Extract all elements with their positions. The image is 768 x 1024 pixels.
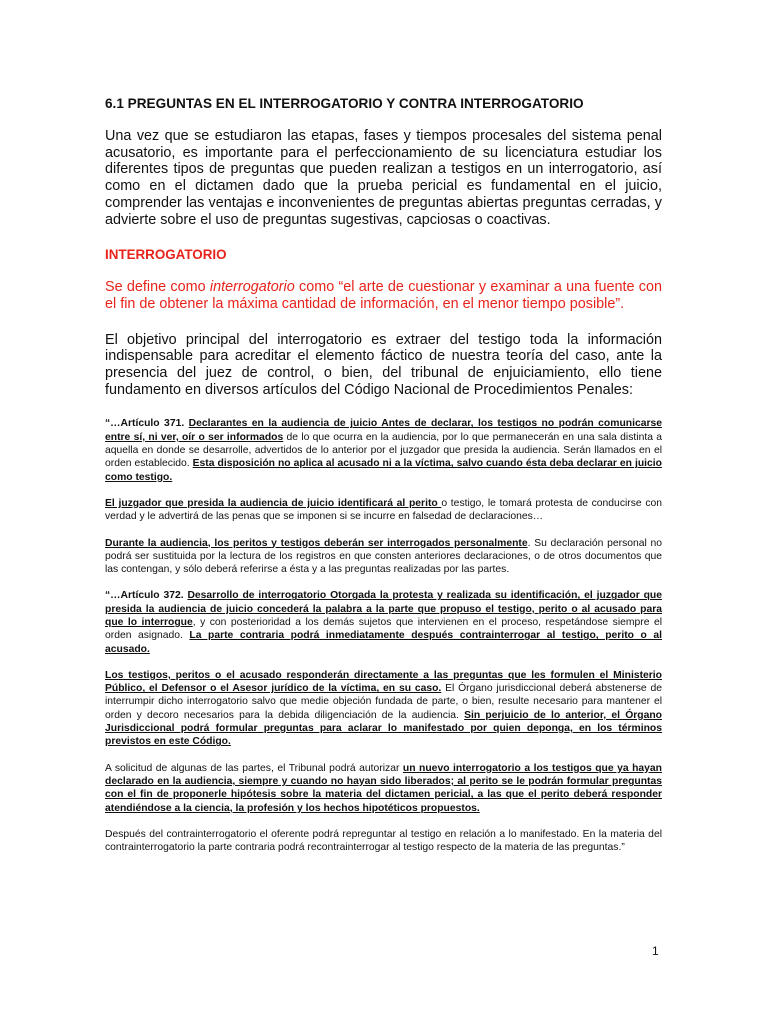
testigos-paragraph [105,669,662,749]
interrogatorio-title: INTERROGATORIO [105,247,227,263]
durante-paragraph [105,537,662,577]
definition-post: como “el arte de cuestionar y examinar a una fuente con el fin de obtener la máxima cantidad de información, en el menor tiempo posible”. [105,279,662,312]
article-371-lead: “…Artículo 371. [105,418,189,430]
definition-pre: Se define como [105,279,210,296]
article-371-paragraph [105,417,662,483]
solicitud-paragraph [105,762,662,815]
juzgador-text: o testigo, le tomará protesta de conducirse con verdad y le advertirá de las penas que se imponen si se incurre en falsedad de declaraciones… [105,497,662,523]
article-371-emphasis-1: Declarantes en la audiencia de juicio Antes de declarar, los testigos no podrán comunicarse entre sí, ni ver, oír o ser informados [105,418,662,443]
durante-text: . Su declaración personal no podrá ser sustituida por la lectura de los registros en que consten anteriores declaraciones, o de otros documentos que las contengan, y sólo deberá referirse a ésta y a las preguntas realizadas por las partes. [105,537,662,576]
testigos-emphasis-1: Los testigos, peritos o el acusado responderán directamente a las preguntas que les formulen el Ministerio Público, el Defensor o el Asesor jurídico de la víctima, en su caso. [105,669,662,695]
testigos-text-1: El Órgano jurisdiccional deberá abstenerse de interrumpir dicho interrogatorio salvo que medie objeción fundada de parte, o bien, resulte necesario para mantener el orden y decoro necesarios para la debida diligenciación de la audiencia. [105,683,662,721]
juzgador-emphasis: El juzgador que presida la audiencia de juicio identificará al perito [105,497,442,509]
solicitud-text: A solicitud de algunas de las partes, el Tribunal podrá autorizar [105,762,403,774]
section-heading: 6.1 PREGUNTAS EN EL INTERROGATORIO Y CONTRA INTERROGATORIO [105,96,584,111]
despues-paragraph: Después del contrainterrogatorio el oferente podrá repreguntar al testigo en relación a lo manifestado. En la materia del contrainterrogatorio la parte contraria podrá recontrainterrogar al testigo respecto de la materia de las preguntas.” [105,828,662,854]
article-372-text-1: , y con posterioridad a los demás sujetos que intervienen en el proceso, respetándose siempre el orden asignado. [105,617,662,642]
definition-term: interrogatorio [209,279,295,296]
testigos-emphasis-2: Sin perjuicio de lo anterior, el Órgano Jurisdiccional podrá formular preguntas para aclarar lo manifestado por quien deponga, en los términos previstos en este Código. [105,709,662,748]
article-372-emphasis-2: La parte contraria podrá inmediatamente después contrainterrogar al testigo, perito o al acusado. [105,630,662,655]
definition-paragraph [105,279,662,312]
article-372-lead: “…Artículo 372. [105,590,188,602]
article-371-emphasis-2: Esta disposición no aplica al acusado ni a la víctima, salvo cuando ésta deba declarar en juicio como testigo. [105,458,662,483]
document-page [105,96,662,867]
juzgador-paragraph [105,497,662,524]
solicitud-emphasis: un nuevo interrogatorio a los testigos que ya hayan declarado en la audiencia, siempre y cuando no hayan sido liberados; al perito se le podrán formular preguntas con el fin de proponerle hipótesis sobre la materia del dictamen pericial, a las que el perito deberá responder atendiéndose a la ciencia, la profesión y los hechos hipotéticos propuestos. [105,762,663,814]
article-372-emphasis-1: Desarrollo de interrogatorio Otorgada la protesta y realizada su identificación, el juzgador que presida la audiencia de juicio concederá la palabra a la parte que propuso el testigo, perito o al acusado para que lo interrogue [105,590,662,628]
durante-emphasis: Durante la audiencia, los peritos y testigos deberán ser interrogados personalmente [105,537,528,549]
article-371-text-1: de lo que ocurra en la audiencia, por lo que permanecerán en una sala distinta a aquella en donde se desarrolle, advertidos de lo anterior por el juzgador que presida la audiencia. Serán llamados en el orden establecido. [105,431,662,470]
objective-paragraph: El objetivo principal del interrogatorio es extraer del testigo toda la información indispensable para acreditar el elemento fáctico de nuestra teoría del caso, ante la presencia del juez de control, o bien, del tribunal de enjuiciamiento, ello tiene fundamento en diversos artículos del Código Nacional de Procedimientos Penales: [105,331,662,398]
article-372-paragraph [105,589,662,655]
intro-paragraph: Una vez que se estudiaron las etapas, fases y tiempos procesales del sistema penal acusatorio, es importante para el perfeccionamiento de su licenciatura estudiar los diferentes tipos de preguntas que pueden realizan a testigos en un interrogatorio, así como en el dictamen dado que la prueba pericial es fundamental en el juicio, comprender las ventajas e inconvenientes de preguntas abiertas preguntas cerradas, y advierte sobre el uso de preguntas sugestivas, capciosas o coactivas. [105,128,662,228]
page-number: 1 [652,944,659,958]
